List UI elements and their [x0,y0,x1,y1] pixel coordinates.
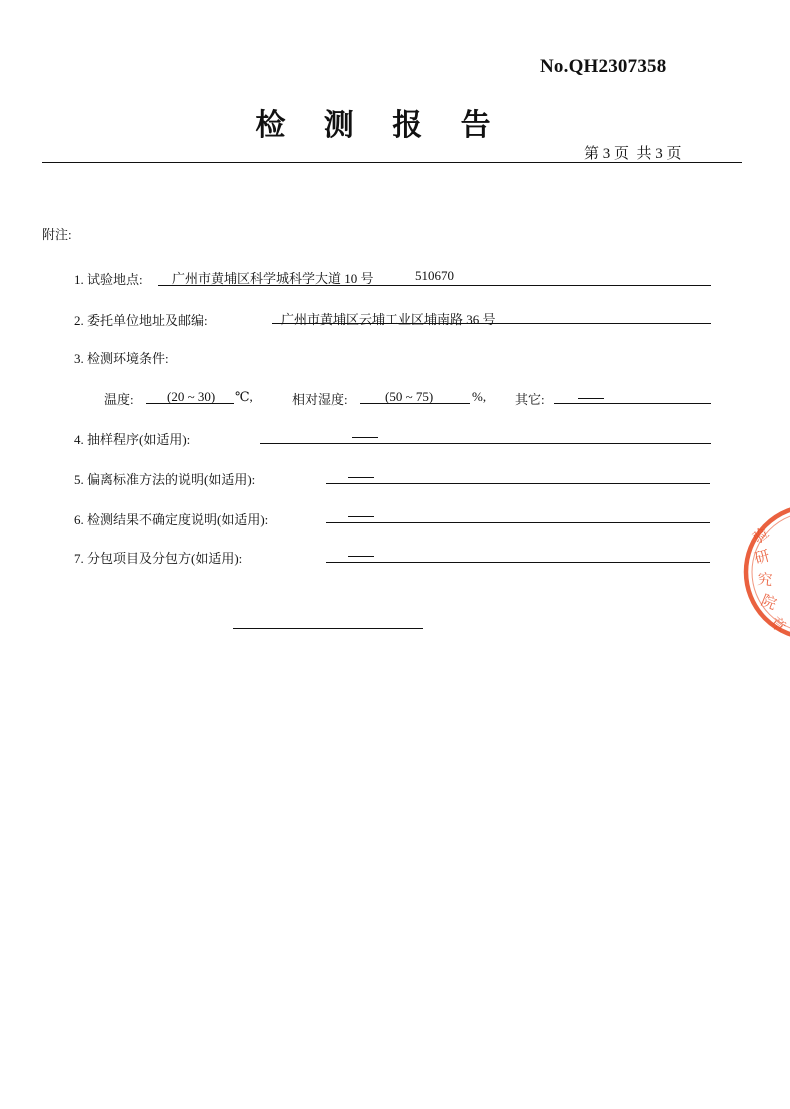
signature-line [233,628,423,629]
temperature-label: 温度: [104,392,134,407]
uncertainty-dash [348,516,374,517]
subcontract-underline [326,562,710,563]
client-address-underline [272,323,711,324]
environment-label: 3. 检测环境条件: [74,351,169,366]
subcontract-label: 7. 分包项目及分包方(如适用): [74,551,243,566]
official-seal [700,500,790,660]
deviation-underline [326,483,710,484]
test-location-postcode: 510670 [415,268,454,283]
temperature-underline [146,403,234,404]
test-location-label: 1. 试验地点: [74,272,143,287]
uncertainty-label: 6. 检测结果不确定度说明(如适用): [74,512,269,527]
page-indicator: 第 3 页 共 3 页 [584,146,682,162]
uncertainty-underline [326,522,710,523]
subcontract-dash [348,556,374,557]
test-location-underline [158,285,711,286]
svg-text:验: 验 [749,523,773,548]
sampling-procedure-dash [352,437,378,438]
temperature-unit: ℃, [235,389,253,404]
deviation-label: 5. 偏离标准方法的说明(如适用): [74,472,256,487]
report-title: 检 测 报 告 [255,108,505,143]
client-address-label: 2. 委托单位地址及邮编: [74,313,208,328]
temperature-value: (20 ~ 30) [167,389,216,404]
client-address-value: 广州市黄埔区云埔工业区埔南路 36 号 [281,312,496,327]
humidity-value: (50 ~ 75) [385,389,434,404]
notes-heading: 附注: [42,227,72,242]
svg-text:院: 院 [758,591,780,614]
deviation-dash [348,477,374,478]
test-location-address: 广州市黄埔区科学城科学大道 10 号 [172,271,374,286]
sampling-procedure-underline [260,443,711,444]
humidity-underline [360,403,470,404]
header-rule [42,162,742,163]
humidity-label: 相对湿度: [292,392,348,407]
svg-text:章: 章 [766,612,790,637]
svg-text:究: 究 [756,570,774,590]
humidity-unit: %, [472,389,487,404]
other-condition-dash [578,398,604,399]
svg-text:研: 研 [752,546,772,568]
sampling-procedure-label: 4. 抽样程序(如适用): [74,432,191,447]
other-condition-label: 其它: [515,392,545,407]
report-number: No.QH2307358 [540,56,667,77]
other-condition-underline [554,403,711,404]
